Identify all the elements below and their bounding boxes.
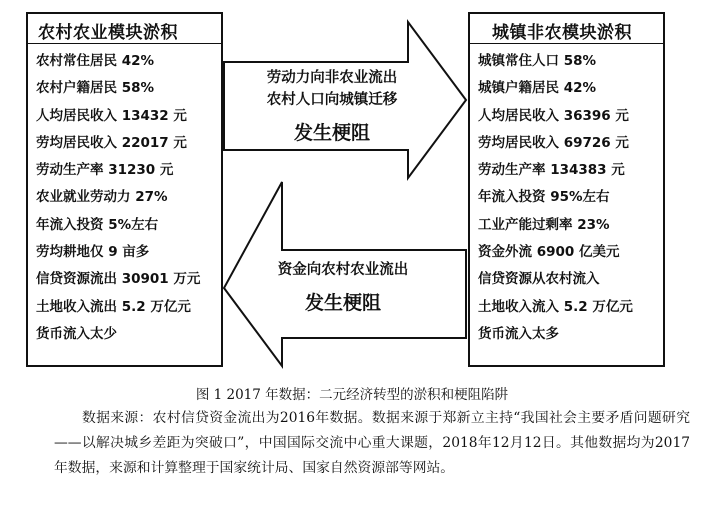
- rural-item: 劳动生产率 31230 元: [36, 162, 174, 179]
- rural-item: 土地收入流出 5.2 万亿元: [36, 298, 191, 315]
- migration-label: 农村人口向城镇迁移: [266, 92, 398, 108]
- data-source-note: 数据来源：农村信贷资金流出为2016年数据。数据来源于郑新立主持“我国社会主要矛盾问题研究——以解决城乡差距为突破口”，中国国际交流中心重大课题，2018年12月12日。其他数据均为2017年数据，来源和计算整理于国家统计局、国家自然资源部等网站。: [54, 410, 690, 476]
- urban-item: 城镇常住人口 58%: [478, 53, 597, 69]
- capital-outflow-label: 资金向农村农业流出: [277, 262, 409, 278]
- rural-item: 信贷资源流出 30901 万元: [36, 271, 201, 288]
- rural-item: 劳均耕地仅 9 亩多: [36, 244, 150, 261]
- urban-item: 货币流入太多: [478, 325, 559, 342]
- rural-item: 劳均居民收入 22017 元: [36, 134, 187, 151]
- bottom-blockage-label: 发生梗阻: [304, 292, 381, 314]
- urban-item: 劳动生产率 134383 元: [478, 162, 625, 179]
- urban-item: 劳均居民收入 69726 元: [478, 134, 629, 151]
- figure-caption: 图 1 2017 年数据：二元经济转型的淤积和梗阻陷阱: [195, 387, 509, 403]
- rural-module-title: 农村农业模块淤积: [28, 14, 221, 44]
- urban-item: 资金外流 6900 亿美元: [478, 244, 620, 261]
- urban-item: 城镇户籍居民 42%: [478, 80, 597, 97]
- urban-item: 年流入投资 95%左右: [478, 189, 610, 206]
- rural-item: 农村户籍居民 58%: [36, 80, 155, 97]
- urban-item: 工业产能过剩率 23%: [478, 216, 610, 233]
- rural-item: 年流入投资 5%左右: [36, 216, 159, 233]
- rural-item: 货币流入太少: [36, 325, 117, 342]
- urban-item: 信贷资源从农村流入: [478, 271, 600, 288]
- urban-module-title: 城镇非农模块淤积: [470, 14, 663, 44]
- top-blockage-label: 发生梗阻: [293, 122, 370, 144]
- rural-item: 农业就业劳动力 27%: [36, 189, 168, 206]
- urban-item: 人均居民收入 36396 元: [478, 107, 629, 124]
- urban-item: 土地收入流入 5.2 万亿元: [478, 298, 633, 315]
- rural-item: 农村常住居民 42%: [36, 53, 155, 69]
- labor-outflow-label: 劳动力向非农业流出: [266, 70, 398, 86]
- rural-item: 人均居民收入 13432 元: [36, 107, 187, 124]
